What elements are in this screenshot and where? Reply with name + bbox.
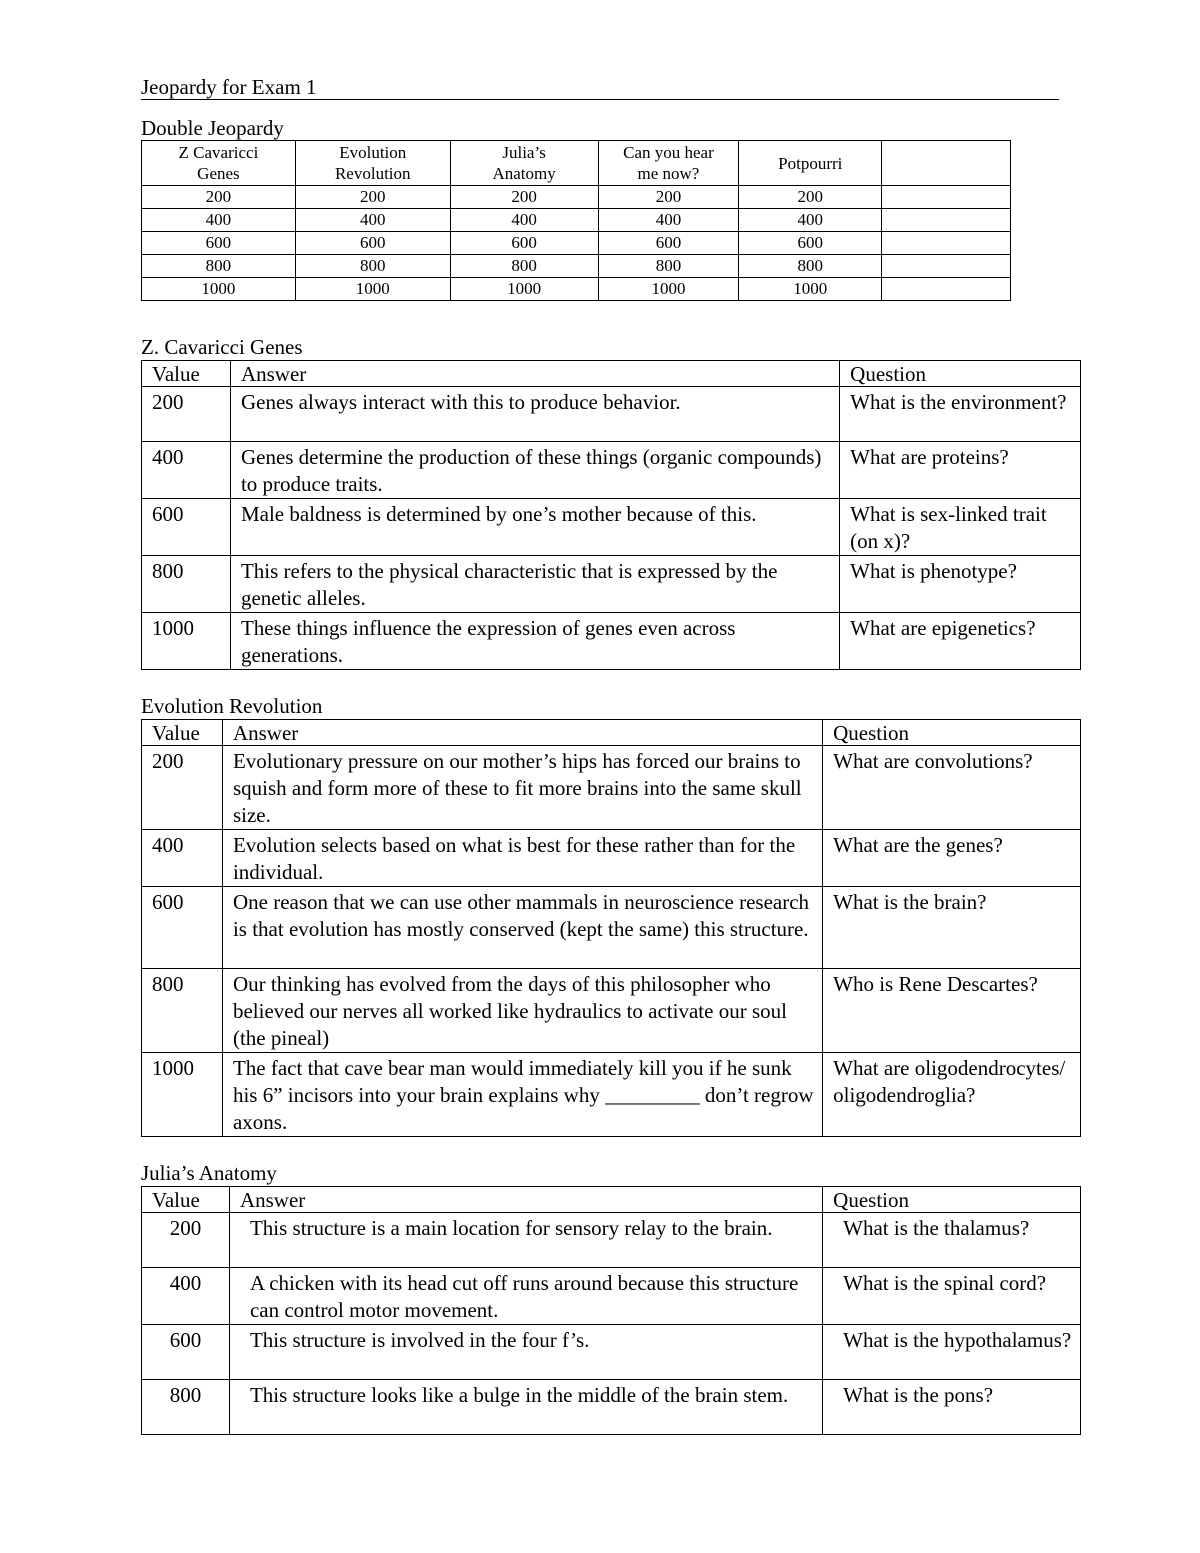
answer-cell: This refers to the physical characteristic that is expressed by the genetic alleles. [230,556,839,613]
value-cell: 600 [142,887,223,969]
question-cell: What are the genes? [823,830,1081,887]
board-row [142,209,1011,232]
answer-cell: Our thinking has evolved from the days of this philosopher who believed our nerves all worked like hydraulics to activate our soul (the pineal) [222,969,822,1053]
value-cell: 1000 [142,1053,223,1137]
value-cell: 800 [142,556,231,613]
board-row [142,186,1011,209]
value-cell: 800 [142,969,223,1053]
table-row [142,887,1081,969]
board-cell: 200 [295,186,450,209]
section-table [141,1186,1081,1435]
answer-cell: This structure is involved in the four f’s. [229,1325,822,1380]
board-cell: 1000 [142,278,296,301]
board-cell: 600 [142,232,296,255]
board-cell: 800 [450,255,598,278]
value-cell: 200 [142,387,231,442]
board-cell [882,232,1011,255]
table-row [142,556,1081,613]
header-cell: Question [823,720,1081,746]
question-cell: What are convolutions? [823,746,1081,830]
table-row [142,442,1081,499]
board-cell: 200 [142,186,296,209]
header-cell: Answer [222,720,822,746]
board-cell: 800 [142,255,296,278]
value-cell: 800 [142,1380,230,1435]
header-cell: Value [142,720,223,746]
board-cell: 200 [739,186,882,209]
board-cell: 400 [450,209,598,232]
board-cell: 400 [598,209,739,232]
header-cell: Value [142,361,231,387]
value-cell: 1000 [142,613,231,670]
answer-cell: This structure looks like a bulge in the middle of the brain stem. [229,1380,822,1435]
value-cell: 400 [142,1268,230,1325]
header-cell: Question [823,1187,1081,1213]
section-title: Evolution Revolution [141,694,323,718]
table-row [142,1268,1081,1325]
board-cell: 200 [598,186,739,209]
board-cell: 1000 [739,278,882,301]
section-table [141,719,1081,1137]
board-cell: 1000 [450,278,598,301]
board-category [882,141,1011,186]
table-row [142,1380,1081,1435]
value-cell: 400 [142,442,231,499]
board-header-row [142,141,1011,186]
question-cell: What is the brain? [823,887,1081,969]
jeopardy-board [141,140,1011,301]
table-header-row [142,361,1081,387]
value-cell: 200 [142,746,223,830]
answer-cell: A chicken with its head cut off runs around because this structure can control motor movement. [229,1268,822,1325]
table-row [142,1213,1081,1268]
board-cell: 400 [739,209,882,232]
table-row [142,969,1081,1053]
table-row [142,746,1081,830]
table-row [142,1053,1081,1137]
board-row [142,232,1011,255]
answer-cell: The fact that cave bear man would immediately kill you if he sunk his 6” incisors into your brain explains why _________ don’t regrow axons. [222,1053,822,1137]
board-cell: 400 [295,209,450,232]
section-title: Z. Cavaricci Genes [141,335,303,359]
question-cell: What is the environment? [840,387,1081,442]
answer-cell: These things influence the expression of genes even across generations. [230,613,839,670]
question-cell: What is the pons? [823,1380,1081,1435]
board-cell [882,209,1011,232]
question-cell: Who is Rene Descartes? [823,969,1081,1053]
section-title: Julia’s Anatomy [141,1161,277,1185]
board-cell: 1000 [295,278,450,301]
question-cell: What is phenotype? [840,556,1081,613]
value-cell: 600 [142,1325,230,1380]
table-row [142,613,1081,670]
board-category: Can you hear me now? [598,141,739,186]
document-title: Jeopardy for Exam 1 [141,74,1059,100]
value-cell: 600 [142,499,231,556]
question-cell: What are proteins? [840,442,1081,499]
board-row [142,255,1011,278]
table-header-row [142,1187,1081,1213]
board-cell: 600 [739,232,882,255]
board-cell: 400 [142,209,296,232]
section-table [141,360,1081,670]
board-cell [882,278,1011,301]
question-cell: What are epigenetics? [840,613,1081,670]
answer-cell: Evolutionary pressure on our mother’s hips has forced our brains to squish and form more of these to fit more brains into the same skull size. [222,746,822,830]
header-cell: Question [840,361,1081,387]
table-row [142,830,1081,887]
board-cell: 800 [739,255,882,278]
board-category: Z Cavaricci Genes [142,141,296,186]
board-cell [882,255,1011,278]
board-cell: 600 [295,232,450,255]
answer-cell: One reason that we can use other mammals in neuroscience research is that evolution has mostly conserved (kept the same) this structure. [222,887,822,969]
board-category: Potpourri [739,141,882,186]
answer-cell: Evolution selects based on what is best for these rather than for the individual. [222,830,822,887]
board-cell: 800 [295,255,450,278]
board-row [142,278,1011,301]
answer-cell: Genes always interact with this to produce behavior. [230,387,839,442]
answer-cell: This structure is a main location for sensory relay to the brain. [229,1213,822,1268]
answer-cell: Male baldness is determined by one’s mother because of this. [230,499,839,556]
value-cell: 200 [142,1213,230,1268]
question-cell: What is sex-linked trait (on x)? [840,499,1081,556]
board-category: Evolution Revolution [295,141,450,186]
board-cell: 200 [450,186,598,209]
board-cell [882,186,1011,209]
value-cell: 400 [142,830,223,887]
question-cell: What is the spinal cord? [823,1268,1081,1325]
board-title: Double Jeopardy [141,116,284,140]
header-cell: Value [142,1187,230,1213]
answer-cell: Genes determine the production of these things (organic compounds) to produce traits. [230,442,839,499]
header-cell: Answer [230,361,839,387]
table-header-row [142,720,1081,746]
board-cell: 800 [598,255,739,278]
board-cell: 1000 [598,278,739,301]
board-cell: 600 [450,232,598,255]
board-category: Julia’s Anatomy [450,141,598,186]
table-row [142,499,1081,556]
question-cell: What is the thalamus? [823,1213,1081,1268]
question-cell: What are oligodendrocytes/ oligodendroglia? [823,1053,1081,1137]
header-cell: Answer [229,1187,822,1213]
board-cell: 600 [598,232,739,255]
table-row [142,387,1081,442]
table-row [142,1325,1081,1380]
question-cell: What is the hypothalamus? [823,1325,1081,1380]
